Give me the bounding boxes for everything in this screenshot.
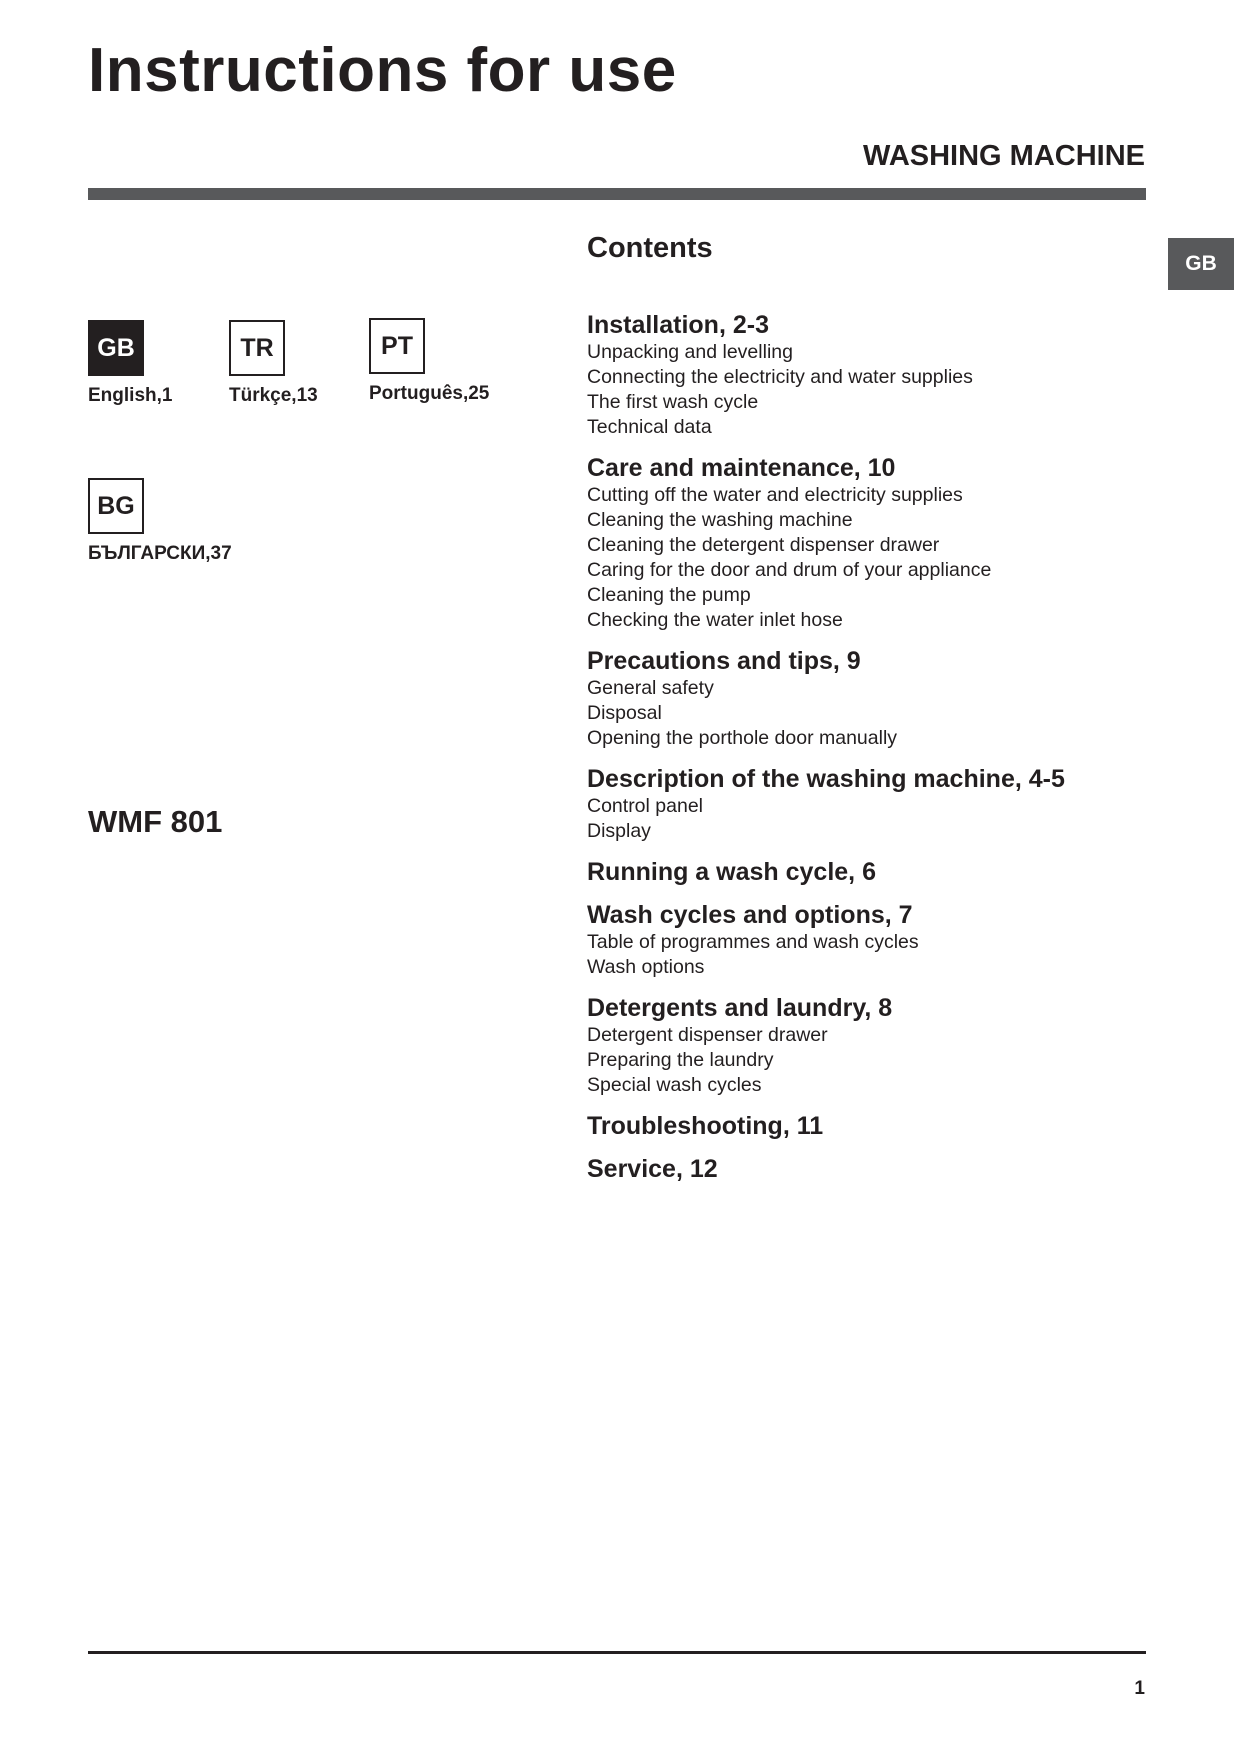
toc-section-installation — [587, 311, 1187, 440]
toc-heading: Precautions and tips, 9 — [587, 647, 861, 675]
toc-section-detergents-and-laundry — [587, 994, 1187, 1098]
toc-section-precautions-and-tips — [587, 647, 1187, 751]
toc-item: Technical data — [587, 416, 712, 438]
toc-heading: Detergents and laundry, 8 — [587, 994, 893, 1022]
table-of-contents — [587, 311, 1187, 1198]
language-code-box: PT — [369, 318, 425, 374]
toc-section-troubleshooting — [587, 1112, 1187, 1141]
toc-section-running-a-wash-cycle — [587, 858, 1187, 887]
toc-section-wash-cycles-and-options — [587, 901, 1187, 980]
language-entry-tr — [229, 320, 318, 407]
toc-heading: Troubleshooting, 11 — [587, 1112, 824, 1140]
toc-heading: Description of the washing machine, 4-5 — [587, 765, 1065, 793]
toc-item: General safety — [587, 677, 714, 699]
toc-heading: Installation, 2-3 — [587, 311, 769, 339]
header-divider — [88, 188, 1146, 200]
toc-item: Special wash cycles — [587, 1074, 762, 1096]
language-label: Türkçe,13 — [229, 385, 318, 406]
toc-item: Control panel — [587, 795, 703, 817]
language-entry-bg — [88, 478, 232, 565]
toc-item: Cleaning the pump — [587, 584, 751, 606]
toc-item: The first wash cycle — [587, 391, 759, 413]
toc-section-care-and-maintenance — [587, 454, 1187, 633]
contents-title: Contents — [587, 232, 713, 264]
toc-section-description — [587, 765, 1187, 844]
toc-heading: Running a wash cycle, 6 — [587, 858, 876, 886]
toc-item: Cutting off the water and electricity supplies — [587, 484, 963, 506]
toc-item: Detergent dispenser drawer — [587, 1024, 828, 1046]
document-title: Instructions for use — [88, 36, 677, 105]
toc-item: Unpacking and levelling — [587, 341, 793, 363]
toc-heading: Wash cycles and options, 7 — [587, 901, 913, 929]
toc-item: Cleaning the detergent dispenser drawer — [587, 534, 940, 556]
language-code-box: TR — [229, 320, 285, 376]
toc-heading: Care and maintenance, 10 — [587, 454, 896, 482]
language-label: Português,25 — [369, 383, 490, 404]
toc-item: Disposal — [587, 702, 662, 724]
footer-divider — [88, 1651, 1146, 1654]
toc-item: Checking the water inlet hose — [587, 609, 843, 631]
toc-item: Caring for the door and drum of your appliance — [587, 559, 992, 581]
toc-heading: Service, 12 — [587, 1155, 718, 1183]
language-label: English,1 — [88, 385, 173, 406]
toc-section-service — [587, 1155, 1187, 1184]
language-side-tab: GB — [1168, 238, 1234, 290]
toc-item: Wash options — [587, 956, 705, 978]
toc-item: Cleaning the washing machine — [587, 509, 853, 531]
toc-item: Opening the porthole door manually — [587, 727, 898, 749]
toc-item: Display — [587, 820, 651, 842]
language-entry-gb — [88, 320, 172, 407]
language-label: БЪЛГАРСКИ,37 — [88, 543, 232, 564]
model-number: WMF 801 — [88, 804, 223, 839]
document-subtitle: WASHING MACHINE — [863, 140, 1145, 172]
toc-item: Preparing the laundry — [587, 1049, 774, 1071]
language-entry-pt — [369, 318, 489, 405]
language-code-box: BG — [88, 478, 144, 534]
toc-item: Connecting the electricity and water supplies — [587, 366, 973, 388]
page-number: 1 — [1134, 1678, 1145, 1699]
language-code-box: GB — [88, 320, 144, 376]
toc-item: Table of programmes and wash cycles — [587, 931, 919, 953]
